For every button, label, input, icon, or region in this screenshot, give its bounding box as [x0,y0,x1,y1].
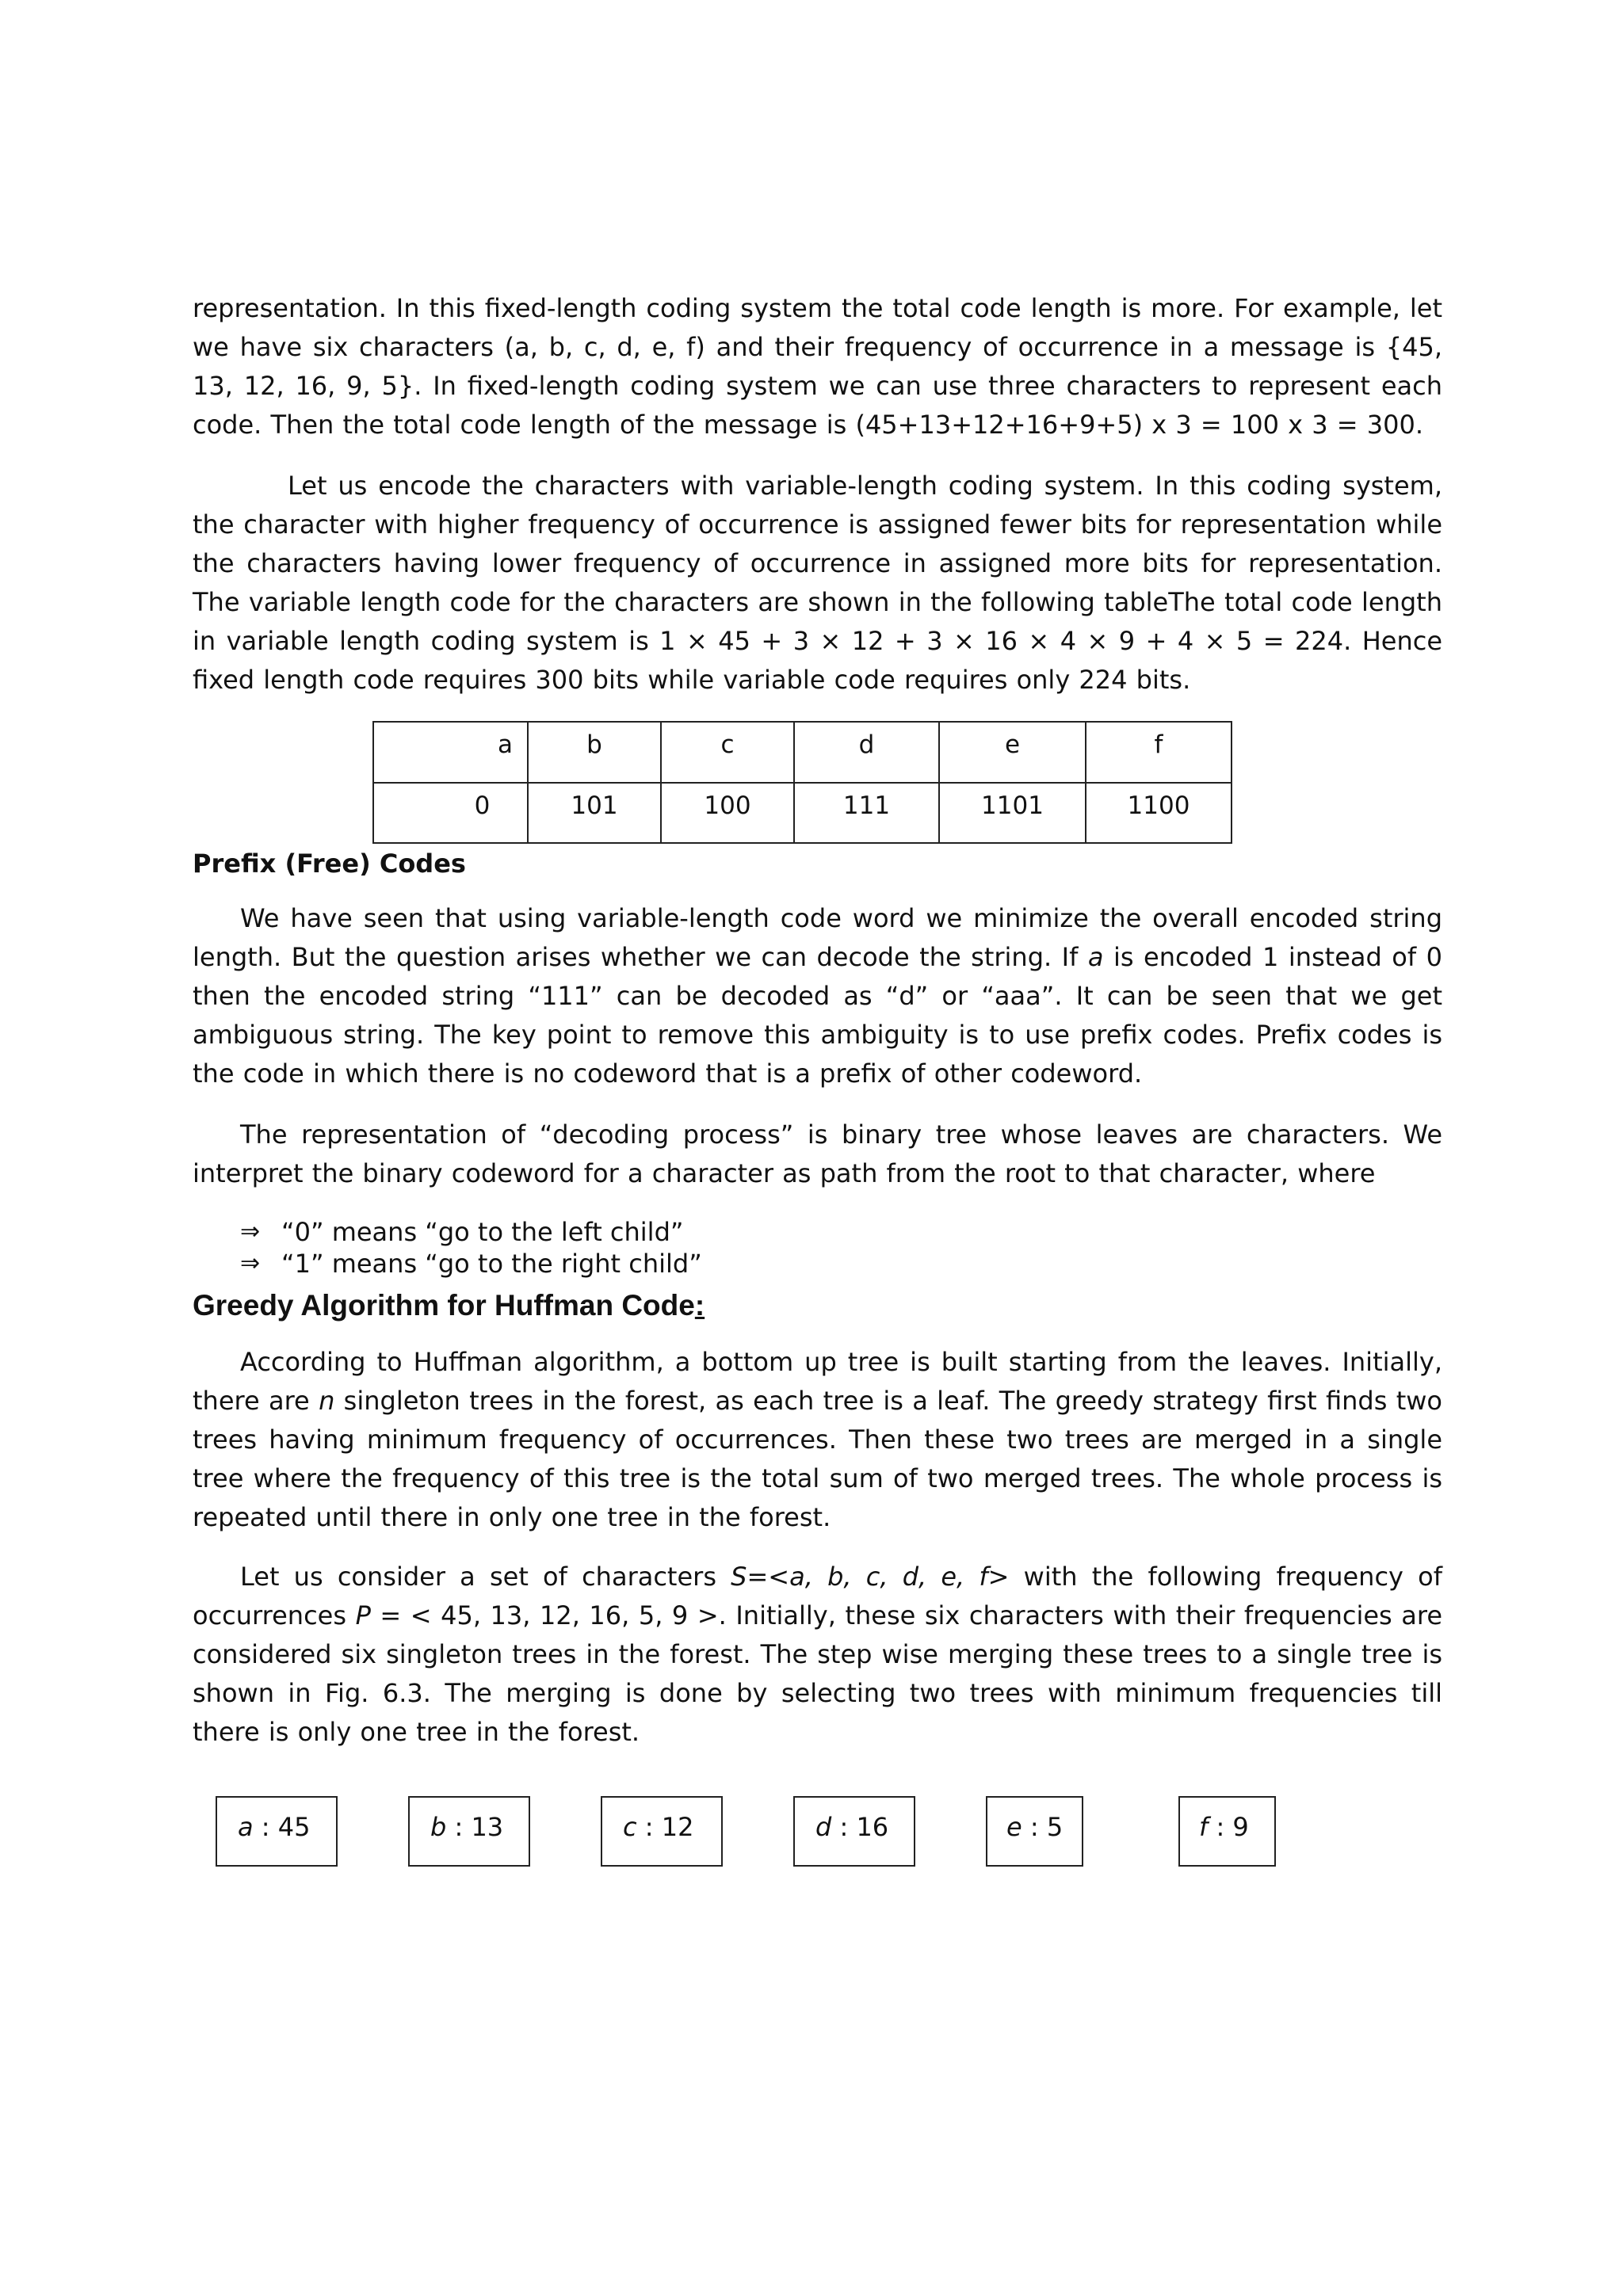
text-run: is encoded 1 instead of 0 then the encoded string “111” can be decoded as “d” or “aaa”. It can be seen that we get ambiguous string. The key point to remove this ambiguity is to use prefix codes. Prefix codes is the code in which there is no codeword that is a prefix of other codeword. [193,942,1443,1089]
paragraph-fixed-length: representation. In this fixed-length coding system the total code length is more. For example, let we have six characters (a, b, c, d, e, f) and their frequency of occurrence in a message is {45, 13, 12, 16, 9, 5}. In fixed-length coding system we can use three characters to represent each code. Then the total code length of the message is (45+13+12+16+9+5) x 3 = 100 x 3 = 300. [193,293,1442,440]
text-run: = < 45, 13, 12, 16, 5, 9 >. Initially, these six characters with their frequencies are considered six singleton trees in the forest. The step wise merging these trees to a single tree is shown in Fig. 6.3. The merging is done by selecting two trees with minimum frequencies till there is only one tree in the forest. [193,1600,1443,1747]
node-sep: : [253,1812,278,1842]
code-table-header-row [373,722,1232,783]
implies-arrow-icon: ⇒ [240,1249,261,1277]
tree-node-c [601,1796,723,1867]
tree-node-a [216,1796,338,1867]
table-cell [1086,783,1232,843]
bullet-list [240,1216,702,1280]
list-item [240,1216,702,1248]
node-freq: 45 [277,1812,311,1842]
table-cell [528,722,661,783]
table-cell-text: b [586,730,602,759]
table-cell [528,783,661,843]
node-sep: : [446,1812,472,1842]
heading-colon: : [694,1289,705,1322]
table-cell [1086,722,1232,783]
table-cell [661,722,794,783]
node-char: c [623,1812,637,1842]
node-sep: : [636,1812,662,1842]
table-cell [661,783,794,843]
heading-prefix-codes: Prefix (Free) Codes [193,849,466,879]
node-sep: : [1208,1812,1233,1842]
text-run: We have seen that using variable-length code word we minimize the overall encoded string length. But the question arises whether we can decode the string. If [193,903,1442,972]
node-char: b [430,1812,447,1842]
table-cell [794,722,939,783]
list-item-text: “0” means “go to the left child” [281,1217,684,1247]
code-table [372,721,1232,844]
italic-variable: a [1087,942,1104,972]
table-cell-text: d [858,730,875,759]
node-freq: 16 [856,1812,889,1842]
table-cell [939,783,1086,843]
list-item-text: “1” means “go to the right child” [281,1249,702,1279]
italic-variable: P [355,1600,371,1630]
table-cell-text: 100 [704,791,751,820]
node-freq: 12 [661,1812,694,1842]
table-cell-text: 1101 [981,791,1044,820]
table-cell-text: 101 [571,791,618,820]
table-cell [373,722,528,783]
table-cell [939,722,1086,783]
list-item [240,1248,702,1280]
node-char: e [1006,1812,1022,1842]
tree-node-b [408,1796,530,1867]
table-cell-text: f [1154,730,1163,759]
paragraph-huffman-algorithm [193,1343,1442,1537]
text-run: with the following frequency of occurrences [193,1562,1443,1630]
text-run: Let us consider a set of characters [240,1562,731,1592]
table-cell-text: 0 [474,791,491,820]
paragraph-decoding-process: The representation of “decoding process” is binary tree whose leaves are characters. We interpret the binary codeword for a character as path from the root to that character, where [193,1119,1442,1188]
italic-variable: n [319,1386,335,1416]
node-sep: : [831,1812,857,1842]
node-freq: 9 [1232,1812,1249,1842]
implies-arrow-icon: ⇒ [240,1218,261,1245]
text-run: singleton trees in the forest, as each tree is a leaf. The greedy strategy first finds two trees having minimum frequency of occurrences. Then these two trees are merged in a single tree where the frequency of this tree is the total sum of two merged trees. The whole process is repeated until there in only one tree in the forest. [193,1386,1443,1532]
table-cell-text: 111 [842,791,891,820]
heading-greedy-huffman [193,1288,705,1323]
italic-set: S=<a, b, c, d, e, f> [731,1562,1010,1592]
code-table-code-row [373,783,1232,843]
table-cell [373,783,528,843]
text-run: According to Huffman algorithm, a bottom up tree is built starting from the leaves. Initially, there are [193,1347,1442,1416]
node-freq: 13 [471,1812,504,1842]
node-char: d [815,1812,832,1842]
node-char: f [1199,1812,1209,1842]
node-char: a [238,1812,254,1842]
paragraph-example-set [193,1558,1442,1752]
paragraph-prefix-codes [193,899,1442,1093]
table-cell [794,783,939,843]
tree-node-d [793,1796,915,1867]
heading-text: Greedy Algorithm for Huffman Code [193,1289,695,1322]
table-cell-text: c [720,730,735,759]
tree-node-f [1178,1796,1276,1867]
table-cell-text: a [498,730,513,759]
node-sep: : [1022,1812,1047,1842]
node-freq: 5 [1046,1812,1064,1842]
table-cell-text: e [1004,730,1021,759]
paragraph-variable-length: Let us encode the characters with variable-length coding system. In this coding system, the character with higher frequency of occurrence is assigned fewer bits for representation while the characters having lower frequency of occurrence in assigned more bits for representation. The variable length code for the characters are shown in the following tableThe total code length in variable length coding system is 1 × 45 + 3 × 12 + 3 × 16 × 4 × 9 + 4 × 5 = 224. Hence fixed length code requires 300 bits while variable code requires only 224 bits. [193,471,1442,695]
table-cell-text: 1100 [1127,791,1190,820]
tree-node-e [986,1796,1083,1867]
